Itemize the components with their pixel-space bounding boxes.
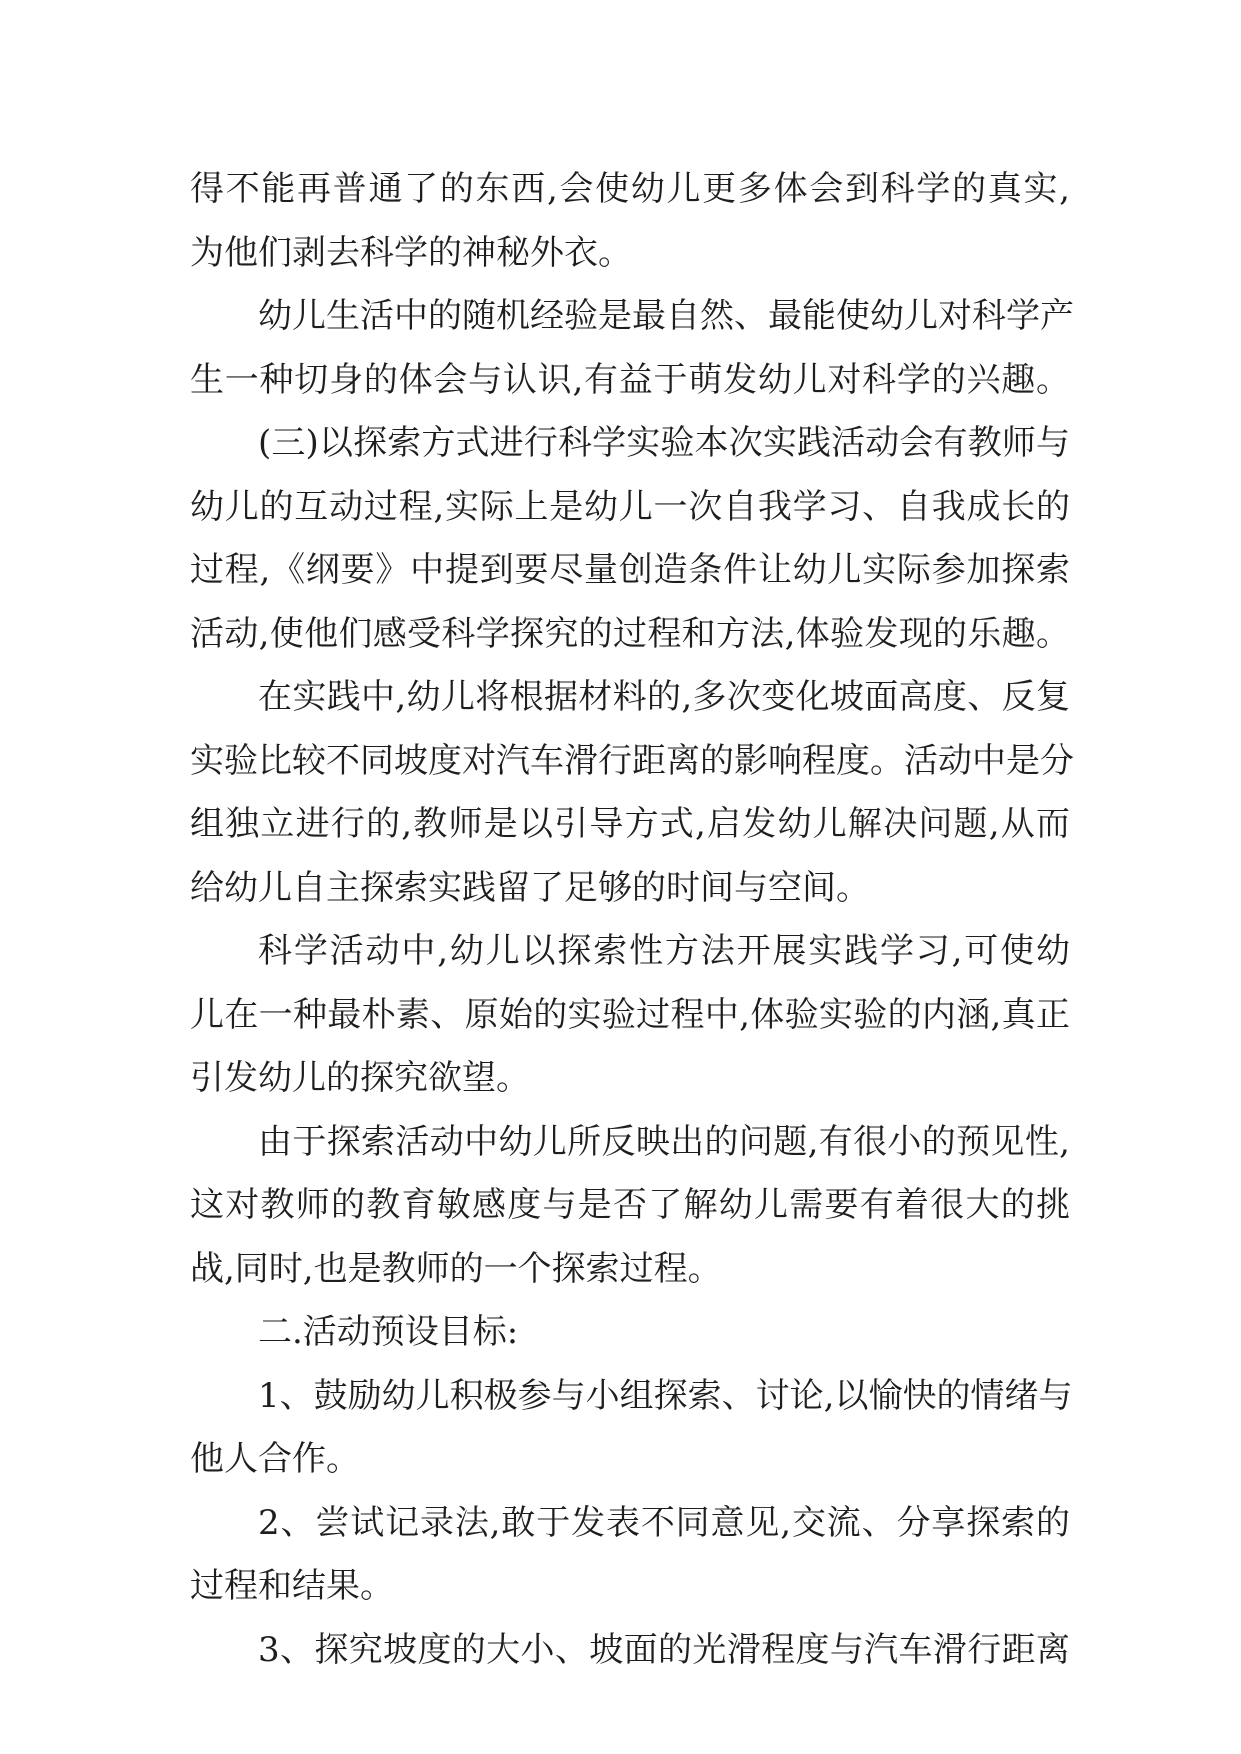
text-line: 过程和结果。 <box>190 1566 394 1606</box>
text-line: 在实践中,幼儿将根据材料的,多次变化坡面高度、反复 <box>258 677 1070 717</box>
text-line: 实验比较不同坡度对汽车滑行距离的影响程度。活动中是分 <box>190 740 1074 781</box>
text-line: 由于探索活动中幼儿所反映出的问题,有很小的预见性, <box>258 1121 1070 1162</box>
text-line: 为他们剥去科学的神秘外衣。 <box>190 232 632 273</box>
section-heading: 二.活动预设目标: <box>258 1312 519 1352</box>
text-line: 幼儿的互动过程,实际上是幼儿一次自我学习、自我成长的 <box>190 486 1070 527</box>
text-line: 科学活动中,幼儿以探索性方法开展实践学习,可使幼 <box>258 931 1070 971</box>
text-line: 给幼儿自主探索实践留了足够的时间与空间。 <box>190 867 870 908</box>
text-line: 1、鼓励幼儿积极参与小组探索、讨论,以愉快的情绪与 <box>258 1375 1073 1416</box>
body-text <box>190 158 1074 1682</box>
text-line: 2、尝试记录法,敢于发表不同意见,交流、分享探索的 <box>258 1502 1070 1543</box>
text-line: 战,同时,也是教师的一个探索过程。 <box>190 1248 722 1289</box>
text-line: 引发幼儿的探究欲望。 <box>190 1058 530 1098</box>
text-line: 儿在一种最朴素、原始的实验过程中,体验实验的内涵,真正 <box>190 994 1070 1035</box>
text-line: 生一种切身的体会与认识,有益于萌发幼儿对科学的兴趣。 <box>190 359 1070 400</box>
text-line: 这对教师的教育敏感度与是否了解幼儿需要有着很大的挑 <box>190 1185 1070 1225</box>
text-line: 幼儿生活中的随机经验是最自然、最能使幼儿对科学产 <box>258 296 1074 336</box>
text-line: (三)以探索方式进行科学实验本次实践活动会有教师与 <box>258 423 1070 463</box>
text-line: 他人合作。 <box>190 1439 360 1479</box>
text-line: 3、探究坡度的大小、坡面的光滑程度与汽车滑行距离 <box>258 1629 1070 1670</box>
text-line: 活动,使他们感受科学探究的过程和方法,体验发现的乐趣。 <box>190 613 1070 654</box>
text-line: 组独立进行的,教师是以引导方式,启发幼儿解决问题,从而 <box>190 804 1070 844</box>
text-line: 过程,《纲要》中提到要尽量创造条件让幼儿实际参加探索 <box>190 550 1070 590</box>
text-line: 得不能再普通了的东西,会使幼儿更多体会到科学的真实, <box>190 169 1070 209</box>
